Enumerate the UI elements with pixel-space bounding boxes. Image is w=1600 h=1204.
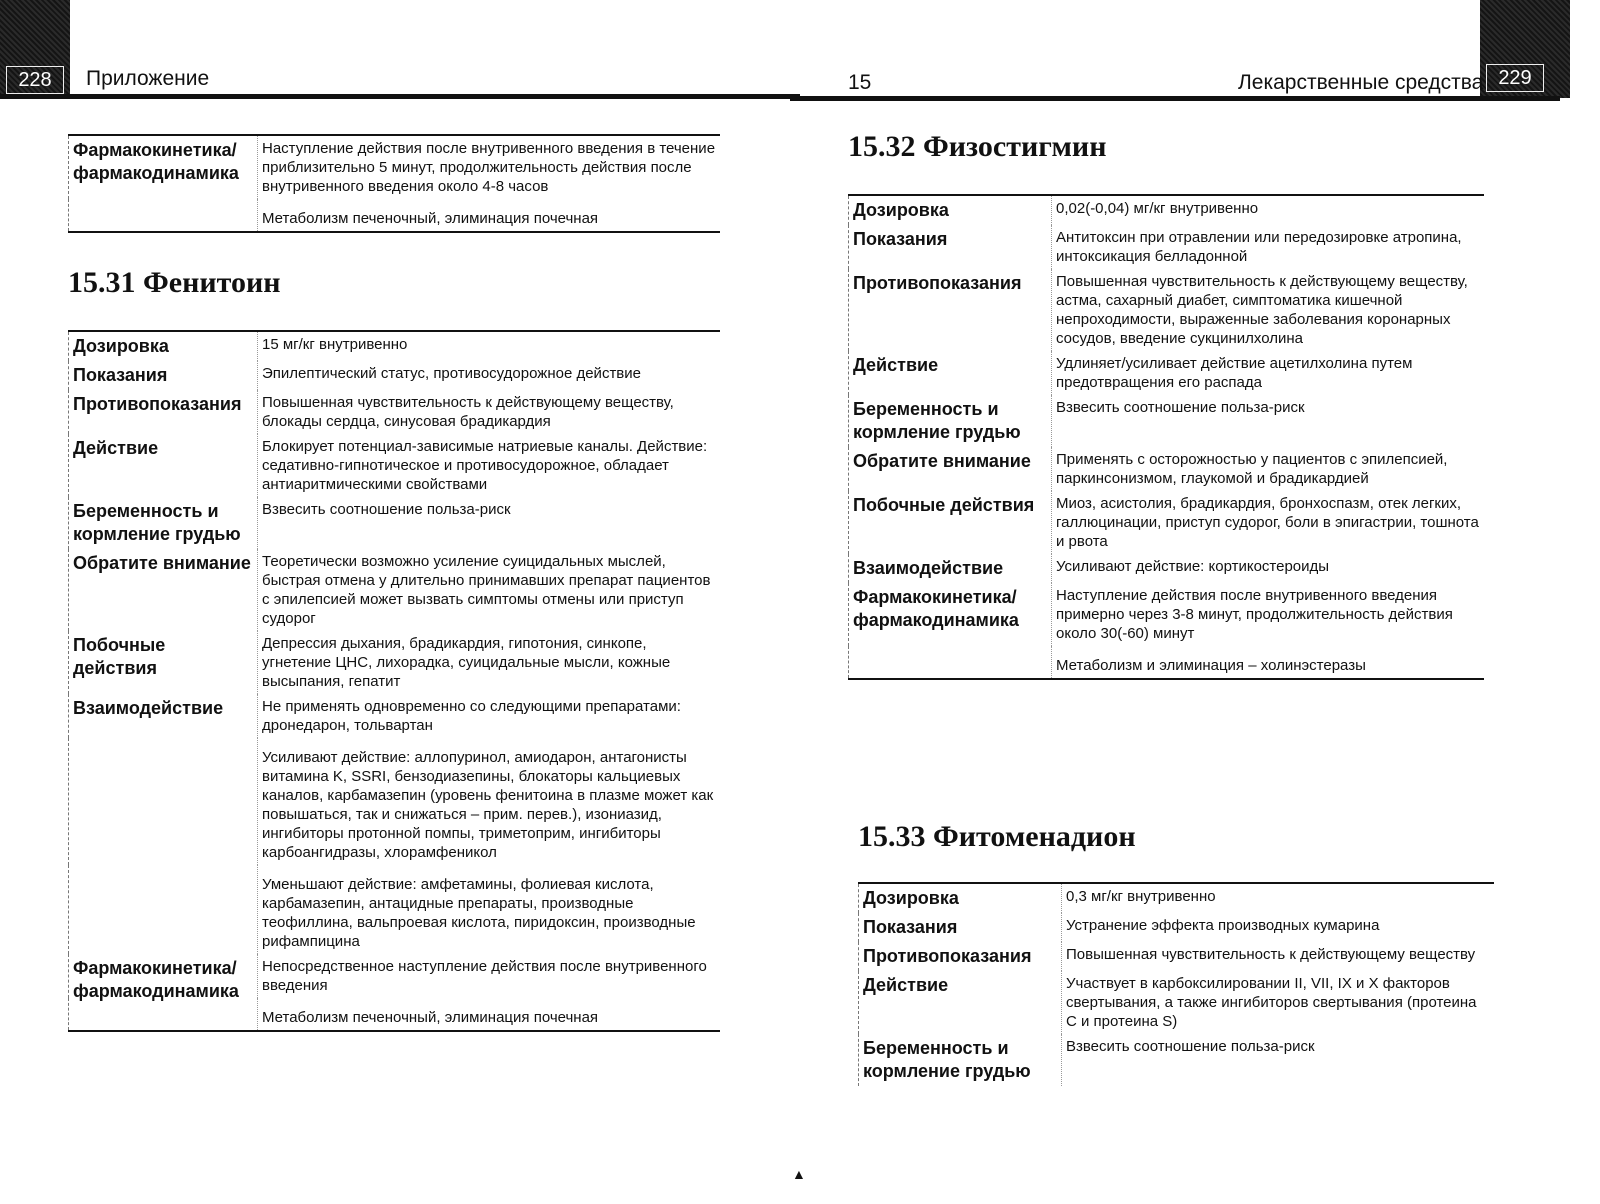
running-header: Приложение [86, 67, 210, 90]
row-value: 0,3 мг/кг внутривенно [1062, 883, 1495, 913]
row-value: Удлиняет/усиливает действие ацетилхолина путем предотвращения его распада [1052, 351, 1485, 395]
table-row [859, 942, 1495, 971]
row-value: Повышенная чувствительность к действующему веществу, астма, сахарный диабет, симптоматика кишечной непроходимости, выраженные заболевания коронарных сосудов, введение сукцинилхолина [1052, 269, 1485, 351]
physostigmine-table [848, 194, 1484, 680]
row-label: Показания [849, 225, 1052, 269]
table-row [69, 361, 721, 390]
row-value: Взвесить соотношение польза-риск [258, 497, 721, 549]
page-number: 229 [1486, 64, 1544, 92]
row-label: Дозировка [69, 331, 258, 361]
row-value: 15 мг/кг внутривенно [258, 331, 721, 361]
row-label: Дозировка [849, 195, 1052, 225]
right-page [800, 0, 1600, 1204]
row-value: Усиливают действие: кортикостероиды [1052, 554, 1485, 583]
table-row [69, 631, 721, 694]
phytomenadione-table [858, 882, 1494, 1086]
row-label: Фармакокинетика/ фармакодинамика [849, 583, 1052, 679]
row-value: Участвует в карбоксилировании II, VII, IX и X факторов свертывания, а также ингибиторов свертывания (протеина C и протеина S) [1062, 971, 1495, 1034]
row-value: Миоз, асистолия, брадикардия, бронхоспазм, отек легких, галлюцинации, приступ судорог, боли в эпигастрии, тошнота и рвота [1052, 491, 1485, 554]
table-row [849, 447, 1485, 491]
row-label: Противопоказания [859, 942, 1062, 971]
row-value: 0,02(-0,04) мг/кг внутривенно [1052, 195, 1485, 225]
table-row [849, 351, 1485, 395]
chapter-number: 15 [848, 71, 872, 94]
row-value: Устранение эффекта производных кумарина [1062, 913, 1495, 942]
phenytoin-table [68, 330, 720, 1032]
row-value: Взвесить соотношение польза-риск [1052, 395, 1485, 447]
row-label: Действие [69, 434, 258, 497]
row-value: Взвесить соотношение польза-риск [1062, 1034, 1495, 1086]
row-label: Беременность и кормление грудью [69, 497, 258, 549]
table-row [849, 395, 1485, 447]
row-label: Беременность и кормление грудью [849, 395, 1052, 447]
row-value: Непосредственное наступление действия после внутривенного введения [258, 954, 721, 998]
row-label: Побочные действия [69, 631, 258, 694]
table-row [849, 554, 1485, 583]
table-row [849, 225, 1485, 269]
row-value: Блокирует потенциал-зависимые натриевые каналы. Действие: седативно-гипнотическое и противосудорожное, обладает антиаритмическими свойствами [258, 434, 721, 497]
row-value: Применять с осторожностью у пациентов с эпилепсией, паркинсонизмом, глаукомой и брадикардией [1052, 447, 1485, 491]
row-label: Взаимодействие [849, 554, 1052, 583]
table-row [859, 1034, 1495, 1086]
row-value: Повышенная чувствительность к действующему веществу, блокады сердца, синусовая брадикардия [258, 390, 721, 434]
row-label: Побочные действия [849, 491, 1052, 554]
row-value: Наступление действия после внутривенного введения примерно через 3-8 минут, продолжительность действия около 30(-60) минут [1052, 583, 1485, 646]
table-row [69, 434, 721, 497]
row-value: Повышенная чувствительность к действующему веществу [1062, 942, 1495, 971]
row-value: Теоретически возможно усиление суицидальных мыслей, быстрая отмена у длительно принимавших препарат пациентов с эпилепсией может вызвать симптомы отмены или приступ судорог [258, 549, 721, 631]
row-label: Фармакокинетика/ фармакодинамика [69, 954, 258, 1031]
row-label: Действие [859, 971, 1062, 1034]
table-row [849, 491, 1485, 554]
table-row [849, 269, 1485, 351]
row-value: Уменьшают действие: амфетамины, фолиевая кислота, карбамазепин, антацидные препараты, производные теофиллина, вальпроевая кислота, пиридоксин, производные рифампицина [258, 865, 721, 954]
section-title-phytomenadione: 15.33 Фитоменадион [858, 820, 1136, 853]
row-label: Взаимодействие [69, 694, 258, 954]
row-value: Не применять одновременно со следующими препаратами: дронедарон, тольвартан [258, 694, 721, 738]
row-label: Противопоказания [69, 390, 258, 434]
section-title-phenytoin: 15.31 Фенитоин [68, 266, 281, 299]
row-value: Метаболизм печеночный, элиминация почечная [258, 998, 721, 1031]
table-row [859, 913, 1495, 942]
table-row [69, 954, 721, 998]
row-value: Метаболизм и элиминация – холинэстеразы [1052, 646, 1485, 679]
row-label: Противопоказания [849, 269, 1052, 351]
table-row [69, 390, 721, 434]
table-row [69, 549, 721, 631]
table-row [849, 583, 1485, 646]
row-label: Фармакокинетика/ фармакодинамика [69, 135, 258, 232]
row-value: Наступление действия после внутривенного введения в течение приблизительно 5 минут, продолжительность действия после внутривенного введения около 4-8 часов [258, 135, 721, 199]
footer-mark: ▲ [792, 1166, 806, 1182]
table-row [69, 331, 721, 361]
table-row [849, 195, 1485, 225]
row-label: Обратите внимание [69, 549, 258, 631]
row-value: Депрессия дыхания, брадикардия, гипотония, синкопе, угнетение ЦНС, лихорадка, суицидальные мысли, кожные высыпания, гепатит [258, 631, 721, 694]
row-label: Беременность и кормление грудью [859, 1034, 1062, 1086]
row-value: Усиливают действие: аллопуринол, амиодарон, антагонисты витамина K, SSRI, бензодиазепины, блокаторы кальциевых каналов, карбамазепин (уровень фенитоина в плазме может как повышаться, так и снижаться – прим. перев.), изониазид, ингибиторы протонной помпы, триметоприм, ингибиторы карбоангидразы, хлорамфеникол [258, 738, 721, 865]
table-row [69, 135, 721, 199]
row-label: Показания [69, 361, 258, 390]
row-label: Действие [849, 351, 1052, 395]
pk-table-continued [68, 134, 720, 233]
row-label: Обратите внимание [849, 447, 1052, 491]
running-header: Лекарственные средства [1238, 71, 1484, 94]
row-value: Метаболизм печеночный, элиминация почечная [258, 199, 721, 232]
section-title-physostigmine: 15.32 Физостигмин [848, 130, 1107, 163]
table-row [859, 971, 1495, 1034]
header-rule [790, 96, 1560, 101]
table-row [859, 883, 1495, 913]
row-value: Эпилептический статус, противосудорожное действие [258, 361, 721, 390]
row-label: Дозировка [859, 883, 1062, 913]
row-value: Антитоксин при отравлении или передозировке атропина, интоксикация белладонной [1052, 225, 1485, 269]
page-number: 228 [6, 66, 64, 94]
table-row [69, 694, 721, 738]
table-row [69, 497, 721, 549]
header-rule [0, 94, 800, 99]
row-label: Показания [859, 913, 1062, 942]
